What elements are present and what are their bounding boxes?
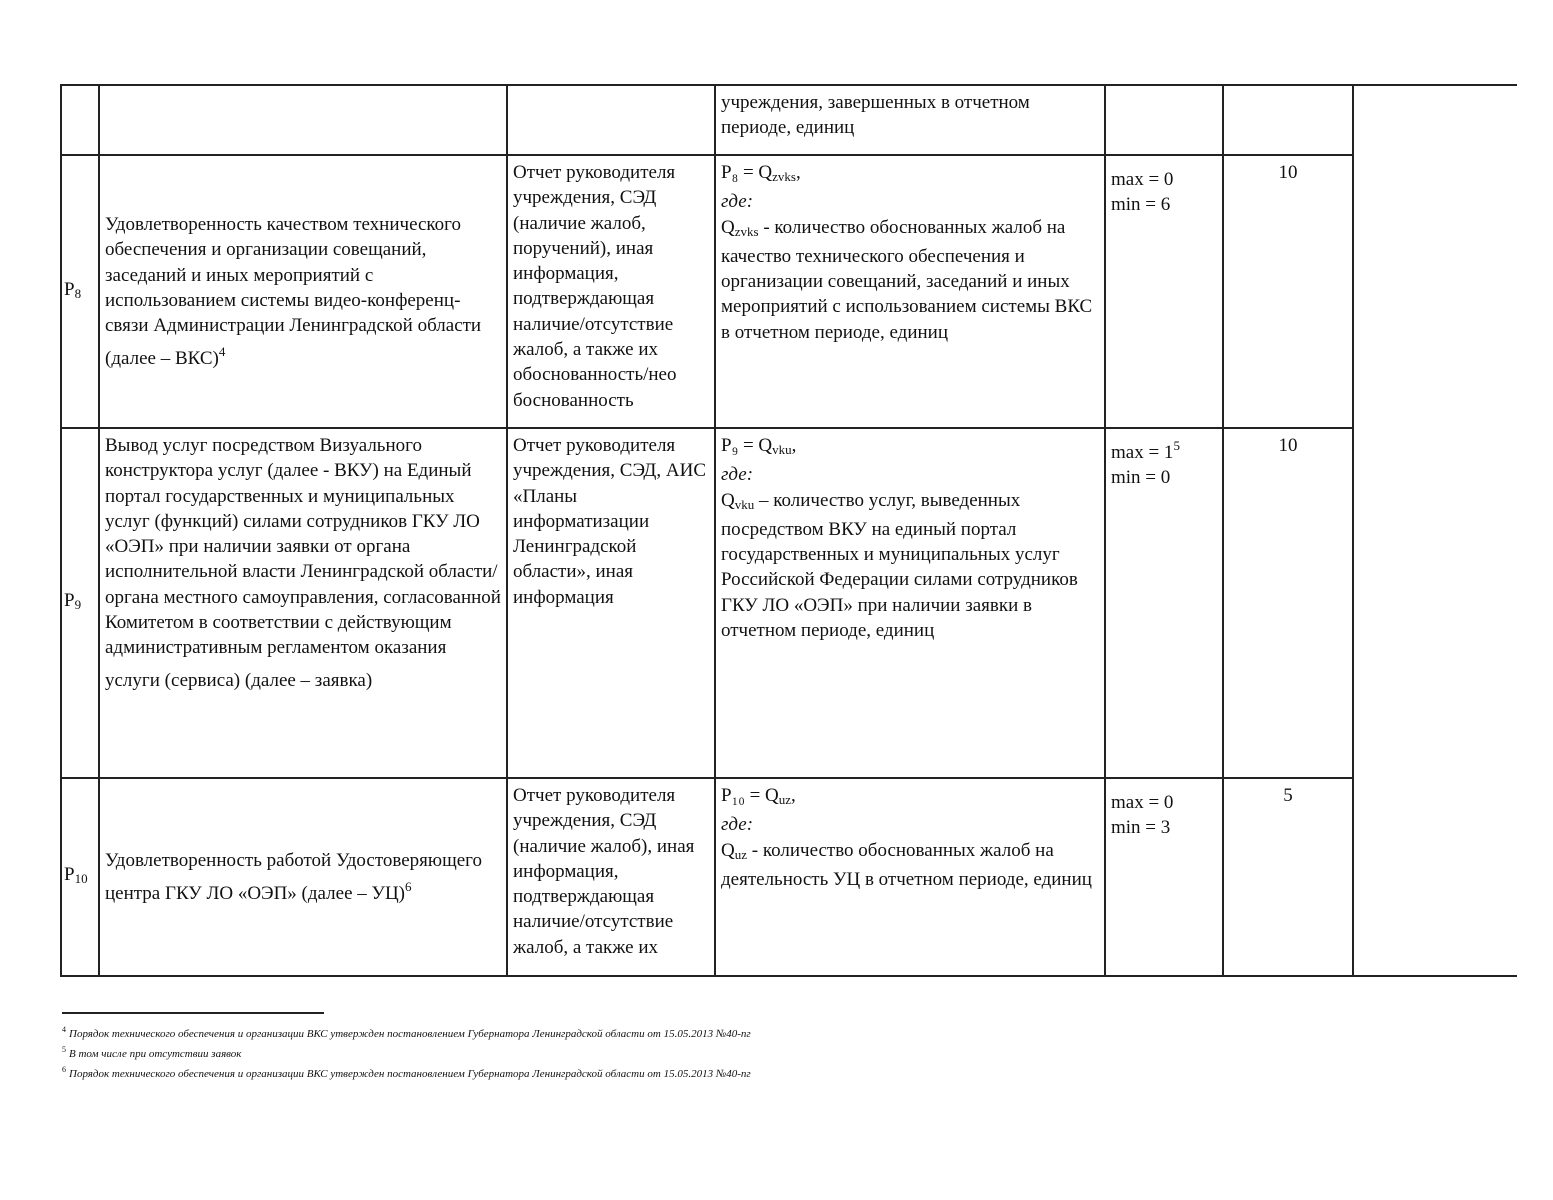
table-row-continuation [61,85,1517,155]
indicator-formula: $P_9 = Q_{vku}$, где: $Q_{vku}$ – количество услуг, выведенных посредством ВКУ на единый портал государственных и муниципальных услуг Российской Федерации силами сотрудников ГКУ ЛО «ОЭП» при наличии заявки в отчетном периоде, единиц [715,428,1105,778]
table-row [61,155,1517,428]
indicator-code: $P_9$ [61,428,99,778]
source-cell [507,85,715,155]
indicator-weight: 5 [1223,778,1353,976]
indicator-source: Отчет руководителя учреждения, СЭД, АИС «Планы информатизации Ленинградской области», иная информация [507,428,715,778]
footnotes [62,1022,1262,1082]
indicator-limits: max = 0 min = 6 [1105,155,1223,428]
indicator-code: $P_8$ [61,155,99,428]
indicator-formula: $P_{10} = Q_{uz}$, где: $Q_{uz}$ - количество обоснованных жалоб на деятельность УЦ в отчетном периоде, единиц [715,778,1105,976]
indicators-table [60,84,1517,977]
indicator-weight: 10 [1223,155,1353,428]
indicator-code: $P_{10}$ [61,778,99,976]
formula-cell: учреждения, завершенных в отчетном периоде, единиц [715,85,1105,155]
code-cell [61,85,99,155]
footnote: $^4$ Порядок технического обеспечения и организации ВКС утвержден постановлением Губернатора Ленинградской области от 15.05.2013 №40-пг [62,1025,751,1040]
limits-cell [1105,85,1223,155]
name-cell [99,85,507,155]
footnote: $^6$ Порядок технического обеспечения и организации ВКС утвержден постановлением Губернатора Ленинградской области от 15.05.2013 №40-пг [62,1065,751,1080]
indicator-limits: max = 0 min = 3 [1105,778,1223,976]
indicator-weight: 10 [1223,428,1353,778]
blank-column-cell [1353,85,1517,976]
indicator-formula: $P_8 = Q_{zvks}$, где: $Q_{zvks}$ - количество обоснованных жалоб на качество технического обеспечения и организации совещаний, заседаний и иных мероприятий с использованием системы ВКС в отчетном периоде, единиц [715,155,1105,428]
footnote: $^5$ В том числе при отсутствии заявок [62,1045,242,1060]
indicator-name: Удовлетворенность работой Удостоверяющего центра ГКУ ЛО «ОЭП» (далее – УЦ)$^6$ [99,778,507,976]
indicator-source: Отчет руководителя учреждения, СЭД (наличие жалоб, поручений), иная информация, подтверждающая наличие/отсутствие жалоб, а также их обоснованность/нео боснованность [507,155,715,428]
weight-cell [1223,85,1353,155]
table-row [61,778,1517,976]
table-row [61,428,1517,778]
indicator-name: Удовлетворенность качеством технического обеспечения и организации совещаний, заседаний и иных мероприятий с использованием системы видео-конференц-связи Администрации Ленинградской области (далее – ВКС)$^4$ [99,155,507,428]
indicator-name: Вывод услуг посредством Визуального конструктора услуг (далее - ВКУ) на Единый портал государственных и муниципальных услуг (функций) силами сотрудников ГКУ ЛО «ОЭП» при наличии заявки от органа исполнительной власти Ленинградской области/ органа местного самоуправления, согласованной Комитетом в соответствии с действующим административным регламентом оказания услуги (сервиса) (далее – заявка) [99,428,507,778]
indicator-limits: $\max = 1^5$ min = 0 [1105,428,1223,778]
footnote-divider [62,1012,324,1014]
indicator-source: Отчет руководителя учреждения, СЭД (наличие жалоб), иная информация, подтверждающая наличие/отсутствие жалоб, а также их [507,778,715,976]
